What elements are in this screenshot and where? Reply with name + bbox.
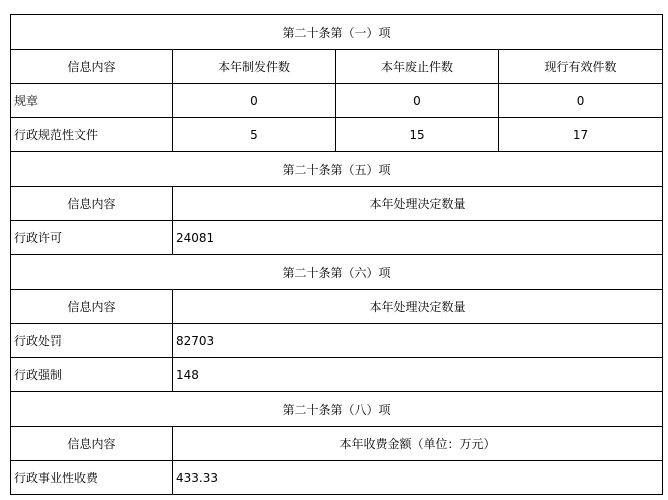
table-cell: 148 bbox=[173, 358, 663, 392]
column-header: 信息内容 bbox=[11, 50, 173, 84]
table-header-row bbox=[11, 290, 663, 324]
column-header: 本年收费金额（单位：万元） bbox=[173, 427, 663, 461]
table-cell: 15 bbox=[336, 118, 499, 152]
table-header-row bbox=[11, 50, 663, 84]
column-header: 本年处理决定数量 bbox=[173, 187, 663, 221]
column-header: 信息内容 bbox=[11, 290, 173, 324]
table-cell: 0 bbox=[336, 84, 499, 118]
table-header-row bbox=[11, 187, 663, 221]
row-label: 行政规范性文件 bbox=[11, 118, 173, 152]
section-title-row bbox=[11, 255, 663, 290]
section-title-row bbox=[11, 152, 663, 187]
table-cell: 24081 bbox=[173, 221, 663, 255]
row-label: 行政处罚 bbox=[11, 324, 173, 358]
column-header: 现行有效件数 bbox=[499, 50, 663, 84]
table-row bbox=[11, 84, 663, 118]
section-title: 第二十条第（六）项 bbox=[11, 255, 663, 290]
column-header: 信息内容 bbox=[11, 427, 173, 461]
column-header: 本年制发件数 bbox=[173, 50, 336, 84]
row-label: 行政强制 bbox=[11, 358, 173, 392]
table-cell: 17 bbox=[499, 118, 663, 152]
column-header: 本年废止件数 bbox=[336, 50, 499, 84]
table-row bbox=[11, 358, 663, 392]
column-header: 信息内容 bbox=[11, 187, 173, 221]
table-cell: 433.33 bbox=[173, 461, 663, 495]
table-row bbox=[11, 118, 663, 152]
column-header: 本年处理决定数量 bbox=[173, 290, 663, 324]
table-cell: 0 bbox=[499, 84, 663, 118]
row-label: 规章 bbox=[11, 84, 173, 118]
table-row bbox=[11, 461, 663, 495]
table-row bbox=[11, 324, 663, 358]
table-row bbox=[11, 221, 663, 255]
table-cell: 5 bbox=[173, 118, 336, 152]
section-title: 第二十条第（五）项 bbox=[11, 152, 663, 187]
section-title-row bbox=[11, 15, 663, 50]
row-label: 行政事业性收费 bbox=[11, 461, 173, 495]
table-cell: 0 bbox=[173, 84, 336, 118]
row-label: 行政许可 bbox=[11, 221, 173, 255]
table-header-row bbox=[11, 427, 663, 461]
section-title-row bbox=[11, 392, 663, 427]
section-title: 第二十条第（一）项 bbox=[11, 15, 663, 50]
section-title: 第二十条第（八）项 bbox=[11, 392, 663, 427]
disclosure-table bbox=[10, 14, 663, 495]
table-cell: 82703 bbox=[173, 324, 663, 358]
